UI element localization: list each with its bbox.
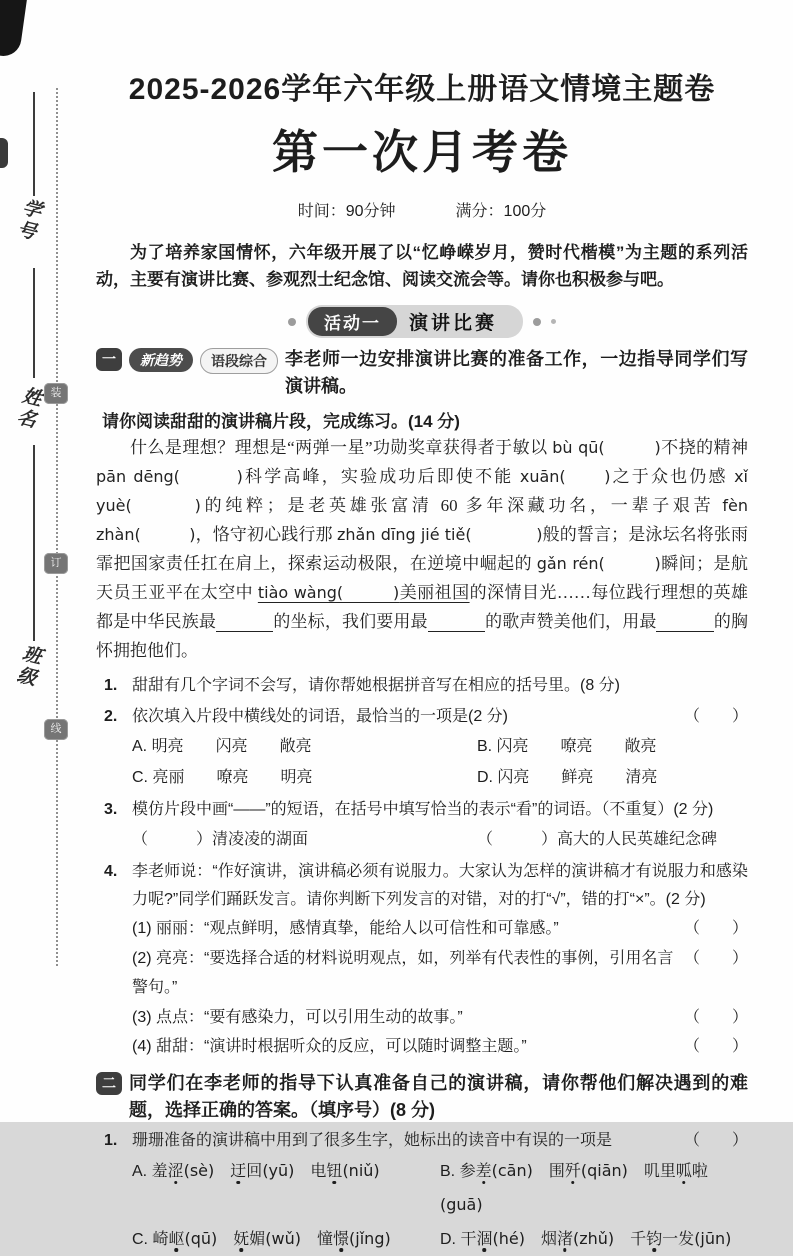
section-two-header bbox=[96, 1070, 748, 1124]
section-one-sublead: 请你阅读甜甜的演讲稿片段，完成练习。(14 分) bbox=[102, 412, 460, 432]
passage-type-badge: 语段综合 bbox=[200, 348, 278, 374]
text-segment: 回 bbox=[246, 1163, 263, 1181]
text-segment: zhǎn dīng jié tiě( ) bbox=[337, 525, 543, 545]
text-segment: (niǔ) bbox=[342, 1161, 380, 1181]
option-d: D. 闪亮 鲜亮 清亮 bbox=[476, 768, 658, 786]
question-3-item-left: （ ）清凌凌的湖面 bbox=[132, 830, 309, 848]
answer-paren: （ ） bbox=[683, 1008, 748, 1026]
question-3-item-right: （ ）高大的人民英雄纪念碑 bbox=[476, 830, 717, 848]
text-segment bbox=[217, 1231, 233, 1248]
text-segment: 围 bbox=[532, 1163, 565, 1181]
question-4-item-3 bbox=[132, 1003, 748, 1033]
answer-paren: （ ） bbox=[683, 1038, 748, 1056]
text-segment: 什么是理想？理想是“两弹一星”功勋奖章获得者于敏以 bbox=[130, 438, 553, 458]
question-2-number: 2. bbox=[104, 707, 118, 725]
text-segment: 的坐标，我们要用最 bbox=[273, 611, 428, 631]
text-segment: D. 干 bbox=[440, 1230, 477, 1248]
full-score-label: 满分：100分 bbox=[455, 203, 547, 220]
text-segment: ，恪守初心践行那 bbox=[195, 525, 338, 545]
text-segment: 媚 bbox=[249, 1230, 266, 1248]
text-segment: (sè) bbox=[183, 1161, 215, 1181]
question-4-number: 4. bbox=[104, 863, 118, 881]
question-1-number: 1. bbox=[104, 676, 118, 694]
text-segment: (jǐng) bbox=[349, 1228, 391, 1248]
text-segment: 的纯粹；是老英雄张富清 60 多年深藏功名，一辈子艰苦 bbox=[200, 496, 723, 516]
text-segment: pān dēng( ) bbox=[96, 467, 243, 487]
text-segment: 涸 bbox=[476, 1230, 493, 1248]
answer-paren: （ ） bbox=[683, 949, 748, 967]
question-2-options bbox=[132, 731, 748, 793]
text-segment: (qiān) bbox=[580, 1161, 628, 1181]
binding-stamp-xian: 线 bbox=[44, 719, 68, 740]
scan-artifact-edge bbox=[0, 138, 8, 168]
text-segment: 妩 bbox=[233, 1230, 250, 1248]
text-segment: (wǔ) bbox=[265, 1228, 302, 1248]
text-segment: 的歌声赞美他们，用最 bbox=[485, 611, 657, 631]
text-segment: 钮 bbox=[326, 1163, 343, 1181]
text-segment: 歼 bbox=[564, 1163, 581, 1181]
statement-text: (3) 点点：“要有感染力，可以引用生动的故事。” bbox=[132, 1008, 463, 1026]
exam-content bbox=[96, 64, 748, 1256]
option-b bbox=[440, 1155, 748, 1223]
statement-text: (4) 甜甜：“演讲时根据听众的反应，可以随时调整主题。” bbox=[132, 1038, 527, 1056]
statement-text: (1) 丽丽：“观点鲜明，感情真挚，能给人以可信性和可靠感。” bbox=[132, 920, 559, 938]
text-segment: xǐ yuè( ) bbox=[96, 467, 748, 516]
text-segment: 憬 bbox=[333, 1230, 350, 1248]
text-segment: 差 bbox=[475, 1163, 492, 1181]
student-id-label: 学号 bbox=[11, 196, 44, 244]
question-4-text: 李老师说：“作好演讲，演讲稿必须有说服力。大家认为怎样的演讲稿才有说服力和感染力呢?”同学们踊跃发言。请你判断下列发言的对错，对的打“√”，错的打“×”。(2 分) bbox=[132, 863, 748, 909]
text-segment: 瞬间；是航天员王亚平在太空中 bbox=[96, 553, 748, 602]
section-two-question-1 bbox=[104, 1127, 748, 1155]
text-segment: 涩 bbox=[167, 1163, 184, 1181]
text-segment bbox=[428, 612, 485, 632]
section-one bbox=[96, 346, 748, 1062]
section-one-lead: 李老师一边安排演讲比赛的准备工作，一边指导同学们写演讲稿。 bbox=[285, 349, 748, 397]
text-segment: fèn zhàn( ) bbox=[96, 496, 748, 545]
option-c bbox=[132, 1223, 440, 1256]
pinyin-options-row-1 bbox=[132, 1155, 748, 1223]
text-segment: (qū) bbox=[184, 1228, 218, 1248]
text-segment: 渚 bbox=[556, 1230, 573, 1248]
question-4-item-2 bbox=[132, 944, 748, 1003]
question-4-item-4 bbox=[132, 1032, 748, 1062]
text-segment: (zhǔ) bbox=[572, 1228, 615, 1248]
question-number: 1. bbox=[104, 1132, 118, 1150]
activity-tag: 活动一 bbox=[308, 307, 397, 336]
activity-title: 演讲比赛 bbox=[408, 313, 497, 335]
text-segment: 之于众也仍感 bbox=[610, 467, 735, 487]
class-label: 班级 bbox=[11, 642, 44, 690]
section-one-header bbox=[96, 346, 748, 400]
banner-dot-icon bbox=[533, 318, 541, 326]
question-text: 珊珊准备的演讲稿中用到了很多生字，她标出的读音中有误的一项是 bbox=[132, 1132, 613, 1150]
option-a bbox=[132, 1155, 440, 1223]
text-segment: gǎn rén( ) bbox=[536, 553, 661, 573]
text-segment: C. 崎 bbox=[132, 1230, 169, 1248]
text-segment: 叽里 bbox=[627, 1163, 676, 1181]
text-segment: 的胸怀拥抱他们。 bbox=[96, 611, 749, 660]
activity-banner-pill bbox=[306, 305, 523, 338]
text-segment bbox=[214, 1163, 230, 1180]
text-segment: 不挠的精神 bbox=[660, 438, 749, 458]
section-one-number-icon: 一 bbox=[96, 348, 122, 371]
text-segment: (cān) bbox=[491, 1161, 533, 1181]
question-2-line bbox=[132, 703, 748, 731]
text-segment: 美丽祖国 bbox=[399, 582, 470, 602]
option-b: B. 闪亮 嘹亮 敞亮 bbox=[476, 737, 657, 755]
text-segment: 般的誓言；是泳坛名将张雨霏把国家责任扛在肩上，探索运动极限，在逆境中崛起的 bbox=[96, 525, 748, 573]
exam-info-row bbox=[96, 198, 748, 221]
activity-banner bbox=[96, 305, 748, 338]
question-4 bbox=[104, 858, 748, 914]
answer-paren: （ ） bbox=[683, 1132, 748, 1150]
question-3-number: 3. bbox=[104, 800, 118, 818]
binding-dotted-line bbox=[56, 88, 58, 966]
binding-stamp-zhuang: 装 bbox=[44, 383, 68, 404]
question-1 bbox=[104, 672, 748, 700]
question-2-text: 依次填入片段中横线处的词语，最恰当的一项是(2 分) bbox=[132, 707, 509, 725]
text-segment: (jūn) bbox=[694, 1228, 732, 1248]
exam-title: 2025-2026学年六年级上册语文情境主题卷 bbox=[128, 73, 716, 106]
question-3-text: 模仿片段中画“——”的短语，在括号中填写恰当的表示“看”的词语。（不重复）(2 分) bbox=[132, 800, 714, 818]
text-segment: 啦 bbox=[691, 1163, 708, 1181]
text-segment: 呱 bbox=[675, 1163, 692, 1181]
time-label: 时间：90分钟 bbox=[297, 203, 396, 220]
text-segment bbox=[656, 612, 713, 632]
option-a: A. 明亮 闪亮 敞亮 bbox=[132, 737, 312, 755]
class-write-line bbox=[33, 445, 35, 641]
text-segment: (guā) bbox=[440, 1194, 483, 1214]
text-segment: (hé) bbox=[492, 1228, 525, 1248]
exam-subtitle: 第一次月考卷 bbox=[272, 126, 572, 178]
text-segment: bù qū( ) bbox=[552, 438, 661, 458]
text-segment: xuān( ) bbox=[519, 467, 611, 487]
text-segment: 的深情目光……每位践行理想的英雄都是中华民族最 bbox=[96, 582, 749, 631]
text-segment: 千 bbox=[614, 1230, 647, 1248]
intro-paragraph: 为了培养家国情怀，六年级开展了以“忆峥嵘岁月，赞时代楷模”为主题的系列活动，主要有演讲比赛、参观烈士纪念馆、阅读交流会等。请你也积极参与吧。 bbox=[96, 243, 748, 290]
text-segment: tiào wàng( ) bbox=[257, 582, 400, 602]
text-segment: 迂 bbox=[230, 1163, 247, 1181]
question-2 bbox=[104, 703, 748, 731]
text-segment: 钧 bbox=[646, 1230, 663, 1248]
section-two-lead: 同学们在李老师的指导下认真准备自己的演讲稿，请你帮他们解决遇到的难题，选择正确的答案。（填序号）(8 分) bbox=[129, 1073, 748, 1121]
text-segment: 电 bbox=[294, 1163, 327, 1181]
text-segment: A. 羞 bbox=[132, 1163, 168, 1181]
question-1-text: 甜甜有几个字词不会写，请你帮她根据拼音写在相应的括号里。(8 分) bbox=[132, 676, 621, 694]
name-label: 姓名 bbox=[11, 384, 44, 432]
new-trend-badge: 新趋势 bbox=[129, 348, 193, 372]
text-segment: 一发 bbox=[662, 1230, 695, 1248]
scan-artifact-corner bbox=[0, 0, 29, 58]
pinyin-options-row-2 bbox=[132, 1223, 748, 1256]
statement-text: (2) 亮亮：“要选择合适的材料说明观点，如，列举有代表性的事例，引用名言警句。” bbox=[132, 949, 674, 997]
text-segment: 烟 bbox=[524, 1230, 557, 1248]
section-two bbox=[96, 1070, 748, 1256]
text-segment: (yū) bbox=[262, 1161, 295, 1181]
question-line bbox=[132, 1127, 748, 1155]
question-2-answer-paren: （ ） bbox=[683, 707, 748, 725]
text-segment: 科学高峰，实验成功后即使不能 bbox=[242, 467, 520, 487]
option-c: C. 亮丽 嘹亮 明亮 bbox=[132, 768, 313, 786]
banner-dot-icon bbox=[288, 318, 296, 326]
answer-paren: （ ） bbox=[683, 920, 748, 938]
student-id-write-line bbox=[33, 92, 35, 196]
option-d bbox=[440, 1223, 748, 1256]
section-two-number-icon: 二 bbox=[96, 1072, 122, 1095]
text-segment: 憧 bbox=[301, 1230, 334, 1248]
question-3 bbox=[104, 796, 748, 824]
reading-passage bbox=[96, 434, 748, 665]
binding-stamp-ding: 订 bbox=[44, 553, 68, 574]
name-write-line bbox=[33, 268, 35, 378]
question-4-item-1 bbox=[132, 914, 748, 944]
question-3-items bbox=[132, 824, 748, 855]
text-segment: B. 参 bbox=[440, 1163, 476, 1181]
banner-dot-icon bbox=[551, 319, 556, 324]
text-segment bbox=[216, 612, 273, 632]
text-segment: 岖 bbox=[168, 1230, 185, 1248]
